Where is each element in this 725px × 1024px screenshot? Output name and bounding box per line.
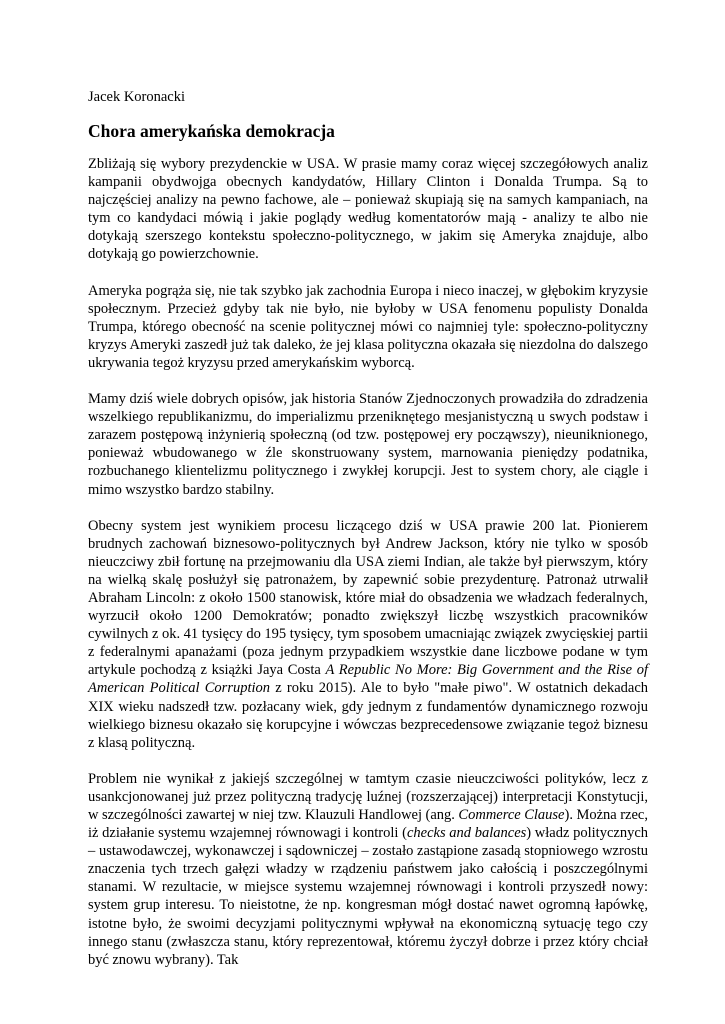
italic-text-run: A Republic No More: Big Government and the Rise of American Political Corruption [88,662,648,697]
paragraph [88,282,648,372]
text-run: z roku 2015). Ale to było "małe piwo". W ostatnich dekadach XIX wieku nadszedł tzw. pozłacany wiek, gdy jednym z fundamentów dynamicznego rozwoju wielkiego biznesu okazało się korupcyjne i wówczas bezprecedensowe związanie tegoż biznesu z klasą polityczną. [88,680,649,751]
paragraph [88,155,648,264]
italic-text-run: checks and balances [406,825,527,842]
paragraph [88,517,648,752]
italic-text-run: Commerce Clause [458,807,565,823]
article-title: Chora amerykańska demokracja [88,121,335,141]
text-run: Ameryka pogrąża się, nie tak szybko jak zachodnia Europa i nieco inaczej, w głębokim kryzysie społecznym. Przecież gdyby tak nie było, nie byłoby w USA fenomenu populisty Donalda Trumpa, którego obecność na scenie politycznej mówi co najmniej tyle: społeczno-polityczny kryzys Ameryki zaszedł już tak daleko, że jej klasa polityczna okazała się niezdolna do dalszego ukrywania tegoż kryzysu przed amerykańskim wyborcą. [88,282,648,371]
paragraph [88,390,648,499]
text-run: Mamy dziś wiele dobrych opisów, jak historia Stanów Zjednoczonych prowadziła do zdradzenia wszelkiego republikanizmu, do imperializmu przeniknętego mesjanistyczną u swych podstaw i zarazem postępową inżynierią społeczną (od tzw. postępowej ery począwszy), nieuniknionego, ponieważ wbudowanego w źle skonstruowany system, marnowania pieniędzy podatnika, rozbuchanego klientelizmu politycznego i zwykłej korupcji. Jest to system chory, ale ciągle i mimo wszystko bardzo stabilny. [88,391,648,498]
paragraph [88,770,648,969]
text-run: ). Można rzec, iż działanie systemu wzajemnej równowagi i kontroli ( [88,807,648,842]
article-body [88,155,648,969]
text-run: Obecny system jest wynikiem procesu liczącego dziś w USA prawie 200 lat. Pionierem brudnych zachowań biznesowo-politycznych był Andrew Jackson, który nie tylko w sposób nieuczciwy zbił fortunę na przejmowaniu dla USA ziemi Indian, ale także był pierwszym, który na wielką skalę posłużył się patronażem, by zapewnić sobie prezydenturę. Patronaż utrwalił Abraham Lincoln: z około 1500 stanowisk, które miał do obsadzenia we władzach federalnych, wyrzucił około 1200 Demokratów; ponadto zwiększył liczbę wszystkich pracowników cywilnych z ok. 41 tysięcy do 195 tysięcy, tym sposobem umacniając związek zwycięskiej partii z federalnymi apanażami (poza jednym przypadkiem wszystkie dane liczbowe podane w tym artykule pochodzą z książki Jaya Costa [88,517,648,679]
text-run: Zbliżają się wybory prezydenckie w USA. W prasie mamy coraz więcej szczegółowych analiz kampanii obydwojga obecnych kandydatów, Hillary Clinton i Donalda Trumpa. Są to najczęściej analizy na pewno fachowe, ale – ponieważ skupiają się na samych kampaniach, na tym co kandydaci mówią i jakie poglądy według komentatorów mają - analizy te albo nie dotykają szerszego kontekstu społeczno-politycznego, w jakim się Ameryka znajduje, albo dotykają go powierzchownie. [88,156,648,263]
text-run: ) władz politycznych – ustawodawczej, wykonawczej i sądowniczej – zostało zastąpione zasadą stopniowego wzrostu znaczenia tych trzech gałęzi władzy w rządzeniu państwem jako całością i poszczególnymi stanami. W rezultacie, w miejsce systemu wzajemnej równowagi i kontroli przyszedł nowy: system grup interesu. To nieistotne, że np. kongresman mógł dostać nawet ogromną łapówkę, istotne było, że swoimi decyzjami politycznymi wpływał na ekonomiczną sytuację tego czy innego stanu (zwłaszcza stanu, który reprezentował, któremu życzył dobrze i przez który chciał być znowu wybrany). Tak [88,825,649,968]
author-name: Jacek Koronacki [88,89,186,105]
text-run: Problem nie wynikał z jakiejś szczególnej w tamtym czasie nieuczciwości polityków, lecz z usankcjonowanej już przez polityczną tradycję luźnej (rozszerzającej) interpretacji Konstytucji, w szczególności zawartej w niej tzw. Klauzuli Handlowej (ang. [88,770,648,823]
